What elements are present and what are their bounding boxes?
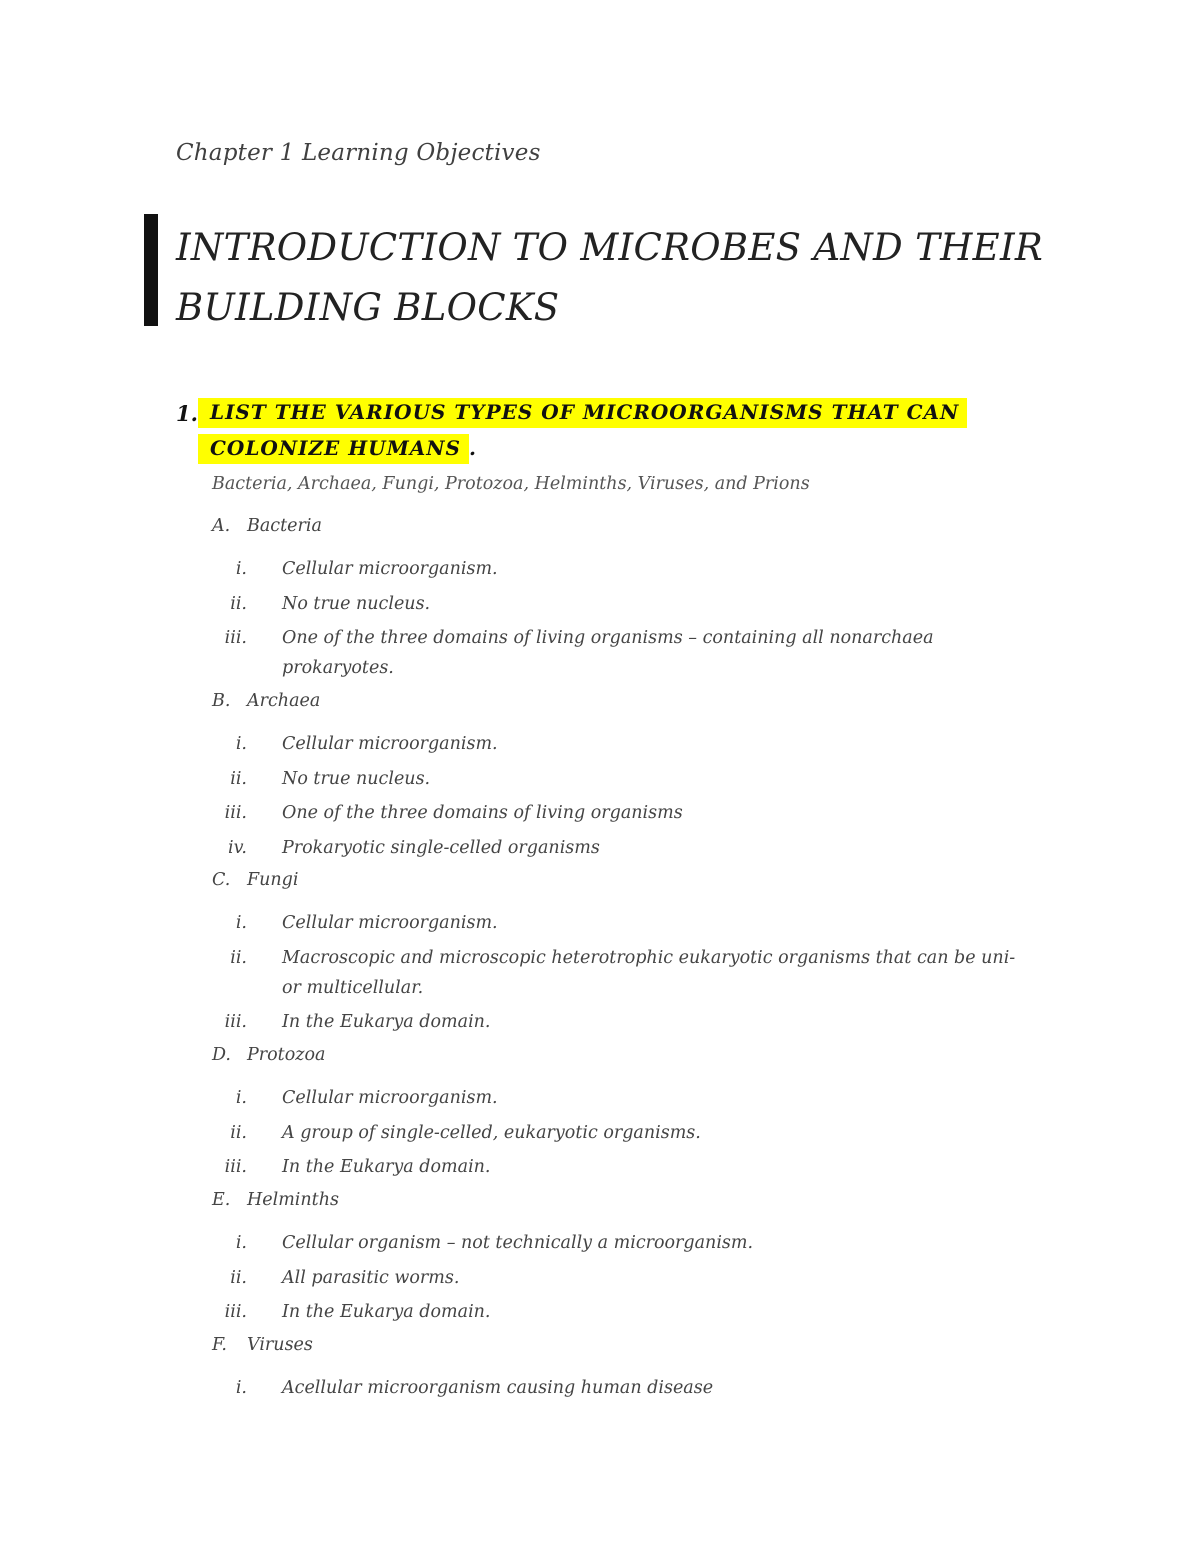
item-text: Cellular microorganism. (282, 734, 498, 754)
section-letter: E. (212, 1190, 231, 1210)
item-numeral: ii. (230, 593, 247, 614)
item-numeral: ii. (230, 1122, 247, 1143)
item-text: or multicellular. (282, 977, 424, 998)
item-text: Cellular organism – not technically a microorganism. (282, 1233, 754, 1253)
objective-summary: Bacteria, Archaea, Fungi, Protozoa, Helminths, Viruses, and Prions (212, 474, 810, 494)
section-label: Protozoa (247, 1045, 326, 1065)
section-label: Bacteria (247, 516, 322, 536)
item-text: In the Eukarya domain. (282, 1157, 491, 1177)
item-text: All parasitic worms. (282, 1267, 460, 1288)
title-line-2: BUILDING BLOCKS (176, 286, 560, 329)
item-text: One of the three domains of living organisms (282, 803, 683, 823)
item-text: No true nucleus. (282, 593, 431, 614)
item-text: Cellular microorganism. (282, 913, 498, 933)
section-letter: D. (212, 1045, 231, 1065)
section-label: Fungi (247, 870, 299, 890)
item-numeral: i. (235, 734, 247, 754)
item-text: In the Eukarya domain. (282, 1302, 491, 1322)
item-numeral: i. (235, 559, 247, 579)
objective-number: 1. (176, 401, 198, 426)
item-numeral: i. (235, 1233, 247, 1253)
item-text: prokaryotes. (282, 658, 394, 678)
section-letter: B. (212, 691, 231, 711)
objective-heading (198, 394, 967, 466)
title-line-1: INTRODUCTION TO MICROBES AND THEIR (176, 226, 1044, 269)
section-label: Archaea (247, 691, 321, 711)
chapter-subtitle: Chapter 1 Learning Objectives (176, 140, 541, 166)
item-numeral: i. (235, 1088, 247, 1108)
item-numeral: iii. (224, 1012, 247, 1032)
item-numeral: iii. (224, 803, 247, 823)
section-letter: C. (212, 870, 231, 890)
item-numeral: iii. (224, 1157, 247, 1177)
item-numeral: ii. (230, 768, 247, 789)
item-numeral: iv. (228, 837, 247, 858)
item-text: One of the three domains of living organisms – containing all nonarchaea (282, 628, 934, 648)
section-letter: F. (212, 1335, 227, 1355)
item-numeral: ii. (230, 947, 247, 968)
item-text: Acellular microorganism causing human disease (282, 1378, 714, 1398)
objective-line-2: COLONIZE HUMANS (198, 434, 469, 464)
title-accent-bar (144, 214, 158, 326)
item-text: No true nucleus. (282, 768, 431, 789)
item-text: In the Eukarya domain. (282, 1012, 491, 1032)
item-numeral: ii. (230, 1267, 247, 1288)
item-numeral: i. (235, 1378, 247, 1398)
section-label: Helminths (247, 1190, 339, 1210)
section-letter: A. (212, 516, 231, 536)
objective-period: . (469, 436, 477, 460)
objective-line-1: LIST THE VARIOUS TYPES OF MICROORGANISMS THAT CAN (198, 398, 967, 428)
item-text: Macroscopic and microscopic heterotrophic eukaryotic organisms that can be uni- (282, 947, 1016, 968)
item-numeral: iii. (224, 1302, 247, 1322)
item-numeral: i. (235, 913, 247, 933)
item-text: A group of single-celled, eukaryotic organisms. (282, 1122, 701, 1143)
item-text: Cellular microorganism. (282, 559, 498, 579)
document-title (176, 218, 1043, 338)
item-text: Cellular microorganism. (282, 1088, 498, 1108)
section-label: Viruses (247, 1335, 313, 1355)
item-text: Prokaryotic single-celled organisms (282, 837, 600, 858)
item-numeral: iii. (224, 628, 247, 648)
